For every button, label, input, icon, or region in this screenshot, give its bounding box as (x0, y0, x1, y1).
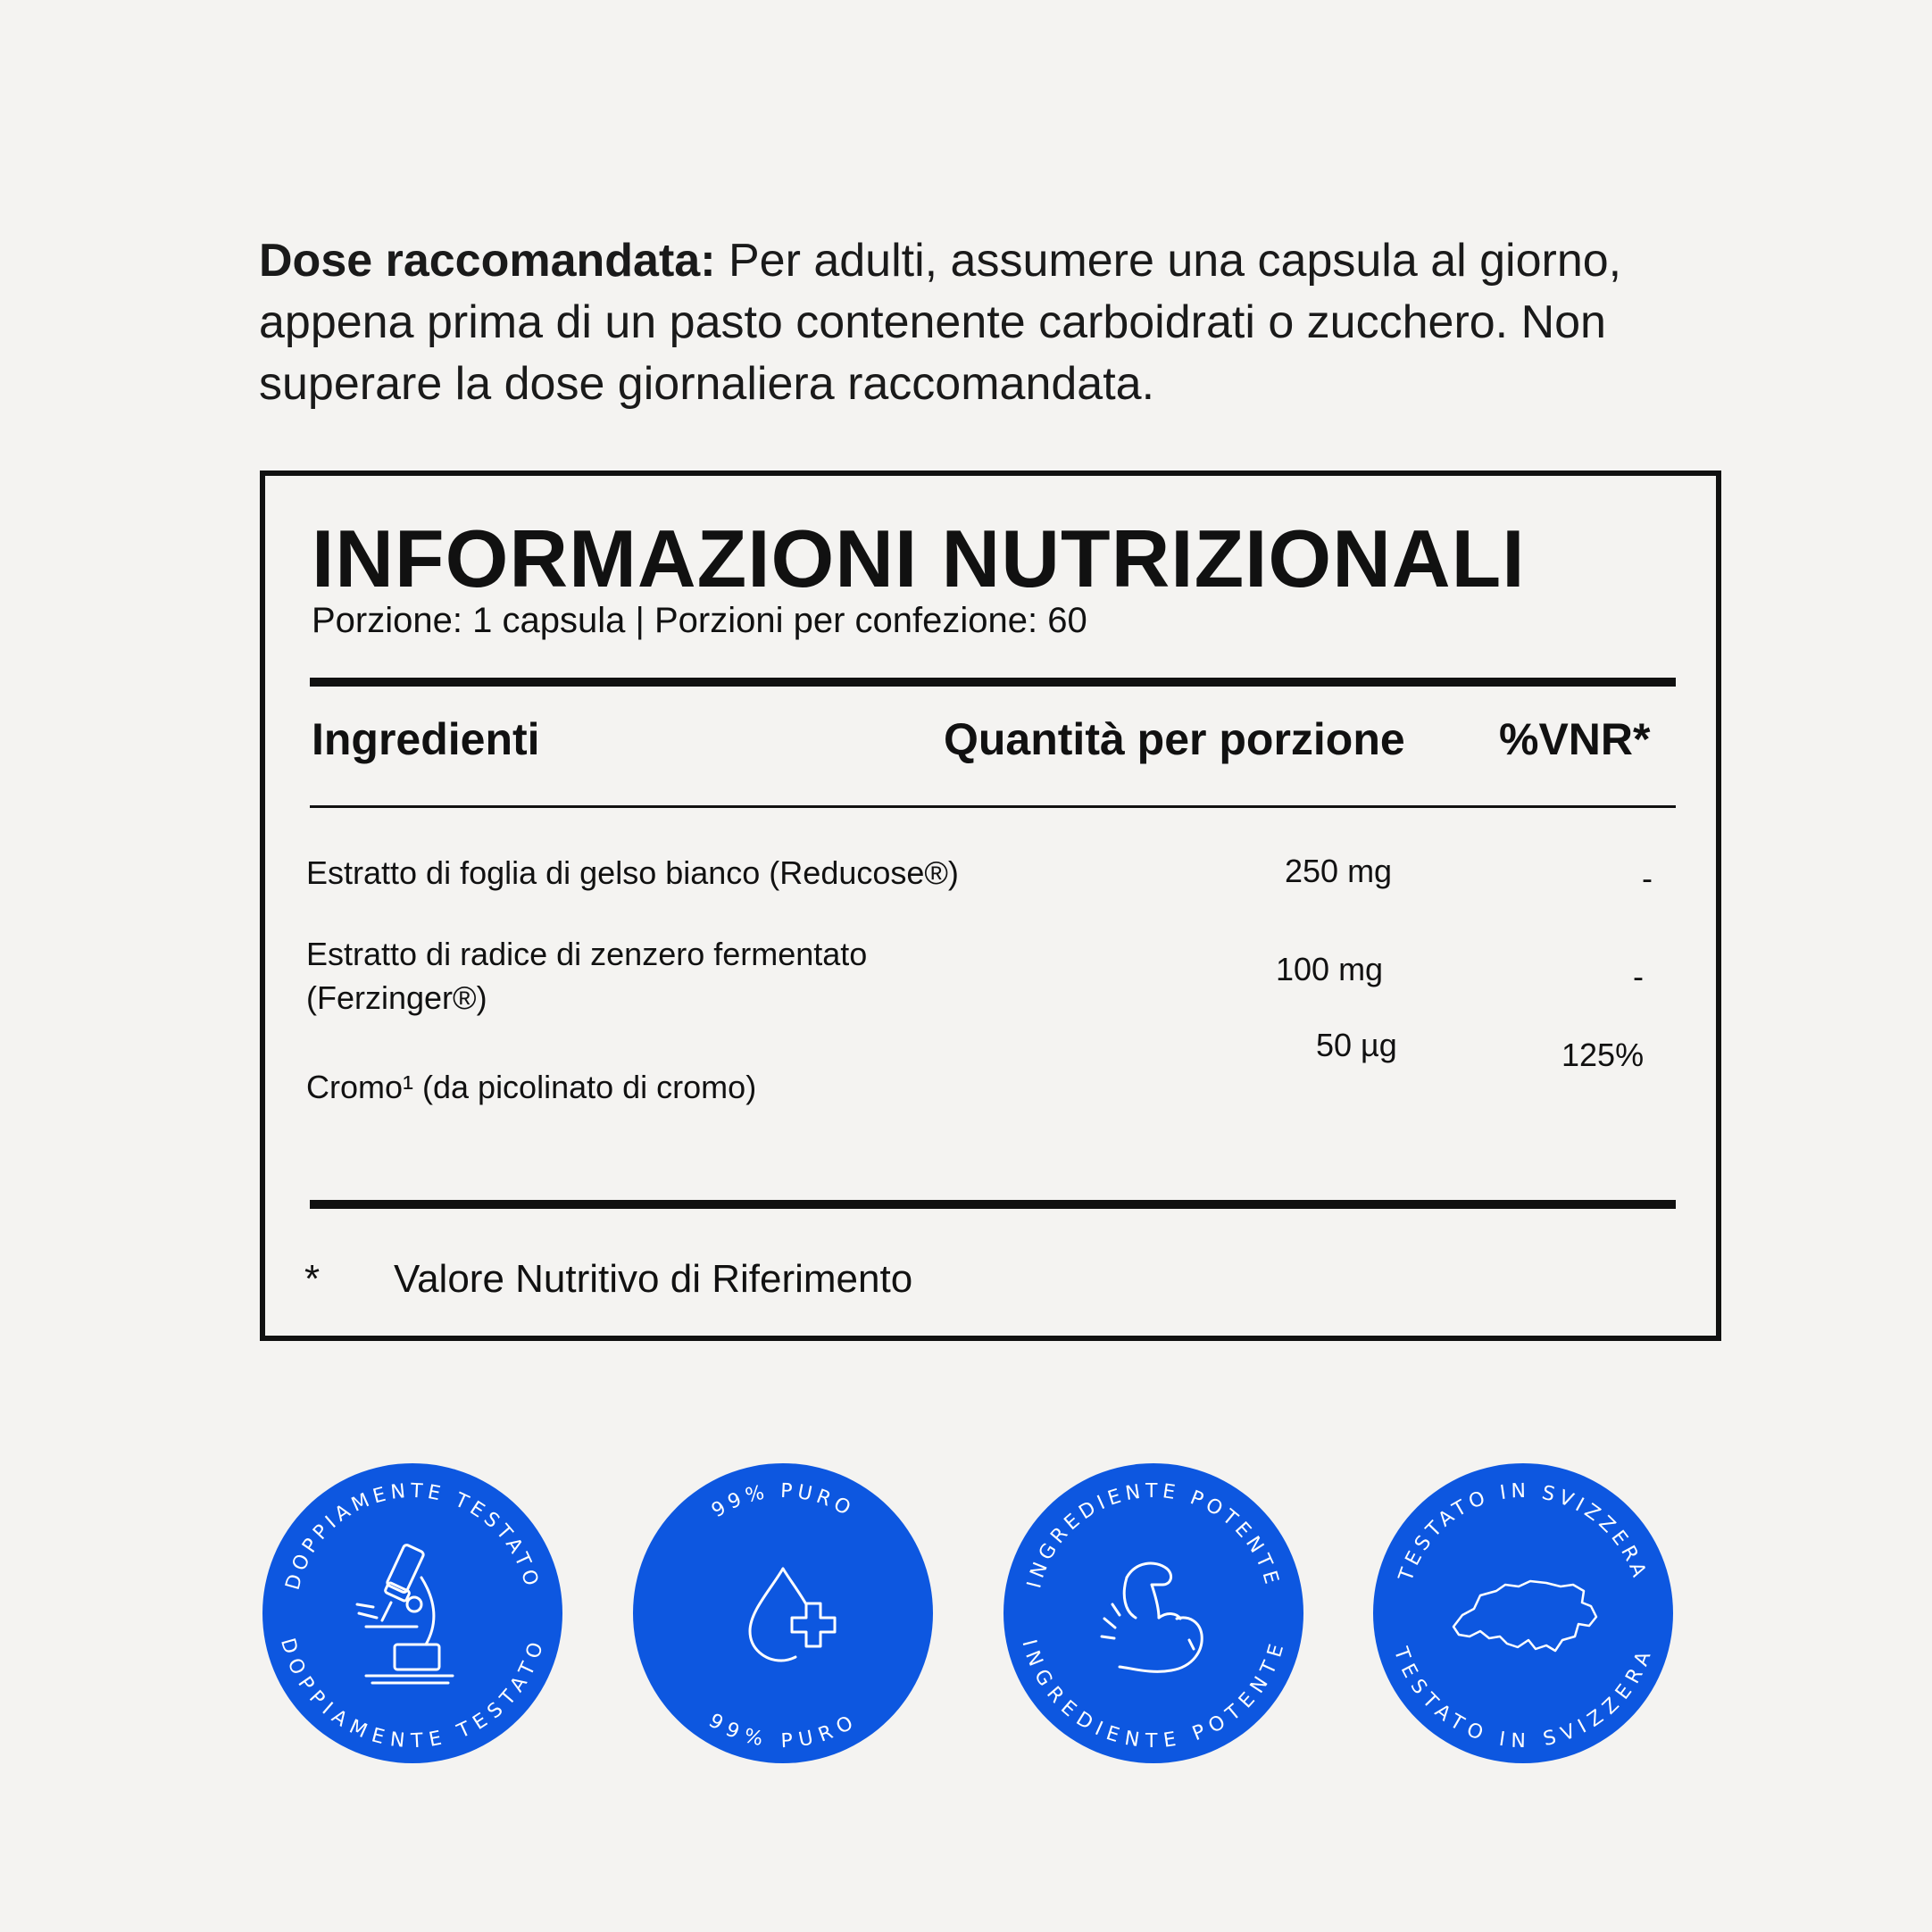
footnote-text: Valore Nutritivo di Riferimento (394, 1257, 913, 1301)
dose-recommendation (259, 230, 1741, 415)
dose-label: Dose raccomandata: (259, 235, 716, 287)
ingredient-amount: 250 mg (1285, 853, 1393, 889)
ingredient-vnr: - (1633, 958, 1644, 995)
badge-double-tested (261, 1461, 564, 1765)
badge-text-top: INGREDIENTE POTENTE (1023, 1479, 1284, 1591)
badge-text-bottom: TESTATO IN SVIZZERA (1388, 1645, 1658, 1753)
ingredient-amount: 50 µg (1316, 1027, 1397, 1063)
dose-text: Per adulti, assumere una capsula al giorno, appena prima di un pasto contenente carboidrati o zucchero. Non superare la dose giornaliera raccomandata. (259, 235, 1622, 410)
ingredient-vnr: 125% (1561, 1037, 1645, 1073)
thin-divider (310, 805, 1676, 808)
badge-text-bottom: DOPPIAMENTE TESTATO (275, 1636, 550, 1753)
badges-row (0, 1461, 1932, 1765)
ingredient-name: Estratto di foglia di gelso bianco (Reducose®) (306, 854, 959, 891)
footnote-symbol: * (304, 1257, 321, 1301)
badge-tested-switzerland (1371, 1461, 1675, 1765)
ingredient-name: Cromo¹ (da picolinato di cromo) (306, 1069, 757, 1105)
thick-divider-bottom (310, 1200, 1676, 1209)
header-ingredients: Ingredienti (312, 714, 540, 764)
badge-text-top: DOPPIAMENTE TESTATO (281, 1479, 544, 1593)
ingredient-vnr: - (1642, 860, 1653, 896)
badge-text-bottom: INGREDIENTE POTENTE (1017, 1637, 1290, 1753)
nutrition-panel (260, 471, 1721, 1341)
ingredient-name-line2: (Ferzinger®) (306, 979, 487, 1016)
header-amount: Quantità per porzione (944, 714, 1405, 764)
ingredient-amount: 100 mg (1276, 951, 1384, 987)
badge-text-top: TESTATO IN SVIZZERA (1395, 1479, 1652, 1585)
thick-divider-top (310, 678, 1676, 687)
badge-potent-ingredient (1002, 1461, 1305, 1765)
ingredient-name: Estratto di radice di zenzero fermentato (306, 936, 868, 972)
badge-pure (631, 1461, 935, 1765)
panel-subtitle: Porzione: 1 capsula | Porzioni per confezione: 60 (312, 601, 1087, 640)
badge-text-top: 99% PURO (707, 1479, 858, 1523)
panel-title: INFORMAZIONI NUTRIZIONALI (312, 514, 1526, 604)
header-vnr: %VNR* (1499, 714, 1651, 764)
badge-text-bottom: 99% PURO (704, 1709, 862, 1753)
